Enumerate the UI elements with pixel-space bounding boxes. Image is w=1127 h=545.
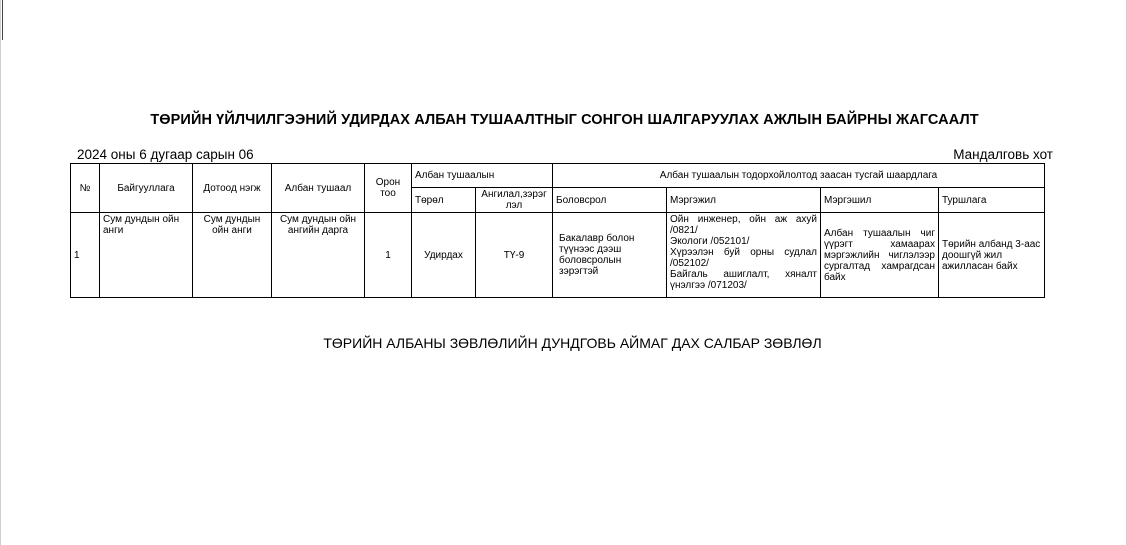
header-type: Төрөл	[412, 188, 476, 213]
profession-item: Байгаль ашиглалт, хяналт үнэлгээ /071203/	[670, 269, 817, 291]
header-position: Албан тушаал	[272, 164, 365, 213]
cell-profession	[667, 213, 821, 298]
document-title: ТӨРИЙН ҮЙЛЧИЛГЭЭНИЙ УДИРДАХ АЛБАН ТУШААЛТНЫГ СОНГОН ШАЛГАРУУЛАХ АЖЛЫН БАЙРНЫ ЖАГСААЛТ	[150, 112, 979, 128]
cell-experience: Төрийн албанд 3-аас доошгүй жил ажилласан байх	[939, 213, 1045, 298]
cell-number: 1	[71, 213, 100, 298]
document-location: Мандалговь хот	[953, 147, 1053, 162]
cell-organization: Сум дундын ойн анги	[100, 213, 193, 298]
header-internal-unit: Дотоод нэгж	[193, 164, 272, 213]
page-edge-line	[2, 0, 3, 40]
cell-skill: Албан тушаалын чиг үүрэгт хамаарах мэргэжлийн чиглэлээр сургалтад хамрагдсан байх	[821, 213, 939, 298]
header-profession: Мэргэжил	[667, 188, 821, 213]
profession-item: Экологи /052101/	[670, 236, 750, 247]
cell-education: Бакалавр болон түүнээс дээш боловсролын зэрэгтэй	[553, 213, 667, 298]
document-footer: ТӨРИЙН АЛБАНЫ ЗӨВЛӨЛИЙН ДУНДГОВЬ АЙМАГ ДАХ САЛБАР ЗӨВЛӨЛ	[323, 335, 822, 351]
header-education: Боловсрол	[553, 188, 667, 213]
header-organization: Байгууллага	[100, 164, 193, 213]
header-classification: Ангилал,зэрэглэл	[476, 188, 553, 213]
header-experience: Туршлага	[939, 188, 1045, 213]
cell-classification: ТҮ-9	[476, 213, 553, 298]
cell-position: Сум дундын ойн ангийн дарга	[272, 213, 365, 298]
cell-type: Удирдах	[412, 213, 476, 298]
header-skill: Мэргэшил	[821, 188, 939, 213]
header-position-group: Албан тушаалын	[412, 164, 553, 188]
table-header-row	[71, 164, 1045, 188]
header-requirements-group: Албан тушаалын тодорхойлолтод заасан тусгай шаардлага	[553, 164, 1045, 188]
profession-item: Хүрээлэн буй орны судлал /052102/	[670, 247, 817, 269]
table-row	[71, 213, 1045, 298]
header-count: Орон тоо	[365, 164, 412, 213]
header-number: №	[71, 164, 100, 213]
positions-table	[70, 163, 1045, 298]
profession-item: Ойн инженер, ойн аж ахуй /0821/	[670, 214, 817, 236]
cell-internal-unit: Сум дундын ойн анги	[193, 213, 272, 298]
document-date: 2024 оны 6 дугаар сарын 06	[77, 147, 254, 162]
cell-count: 1	[365, 213, 412, 298]
